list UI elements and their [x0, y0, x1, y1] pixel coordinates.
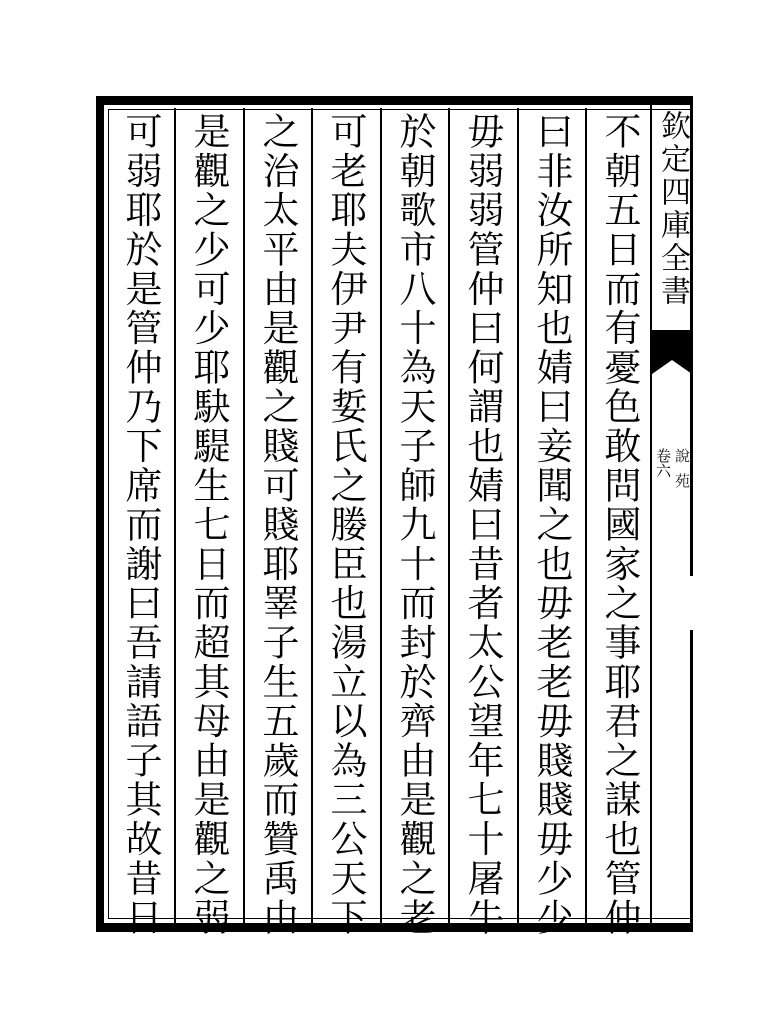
- text-column-3: 毋弱弱管仲曰何謂也婧曰昔者太公望年七十屠牛: [461, 112, 504, 938]
- text-column-4: 於朝歌市八十為天子師九十而封於齊由是觀之老: [393, 112, 436, 938]
- book-title: 欽定四庫全書: [655, 110, 690, 308]
- text-column-5: 可老耶夫伊尹有娎氏之媵臣也湯立以為三公天下: [324, 112, 367, 938]
- text-column-8: 可弱耶於是管仲乃下席而謝曰吾請語子其故昔日: [119, 112, 162, 938]
- text-column-2: 曰非汝所知也婧曰妾聞之也毋老老毋賤賤毋少少: [530, 112, 573, 938]
- text-column-7: 是觀之少可少耶駃騠生七日而超其母由是觀之弱: [187, 112, 230, 938]
- text-column-6: 之治太平由是觀之賤可賤耶睪子生五歲而贊禹由: [256, 112, 299, 938]
- book-name-faint: 說苑: [673, 448, 691, 498]
- text-column-1: 不朝五日而有憂色敢問國家之事耶君之謀也管仲: [598, 112, 641, 938]
- fishtail-mark: [652, 330, 692, 374]
- page-edge-rule-lower: [690, 630, 693, 932]
- juan-label: 卷六: [654, 448, 672, 478]
